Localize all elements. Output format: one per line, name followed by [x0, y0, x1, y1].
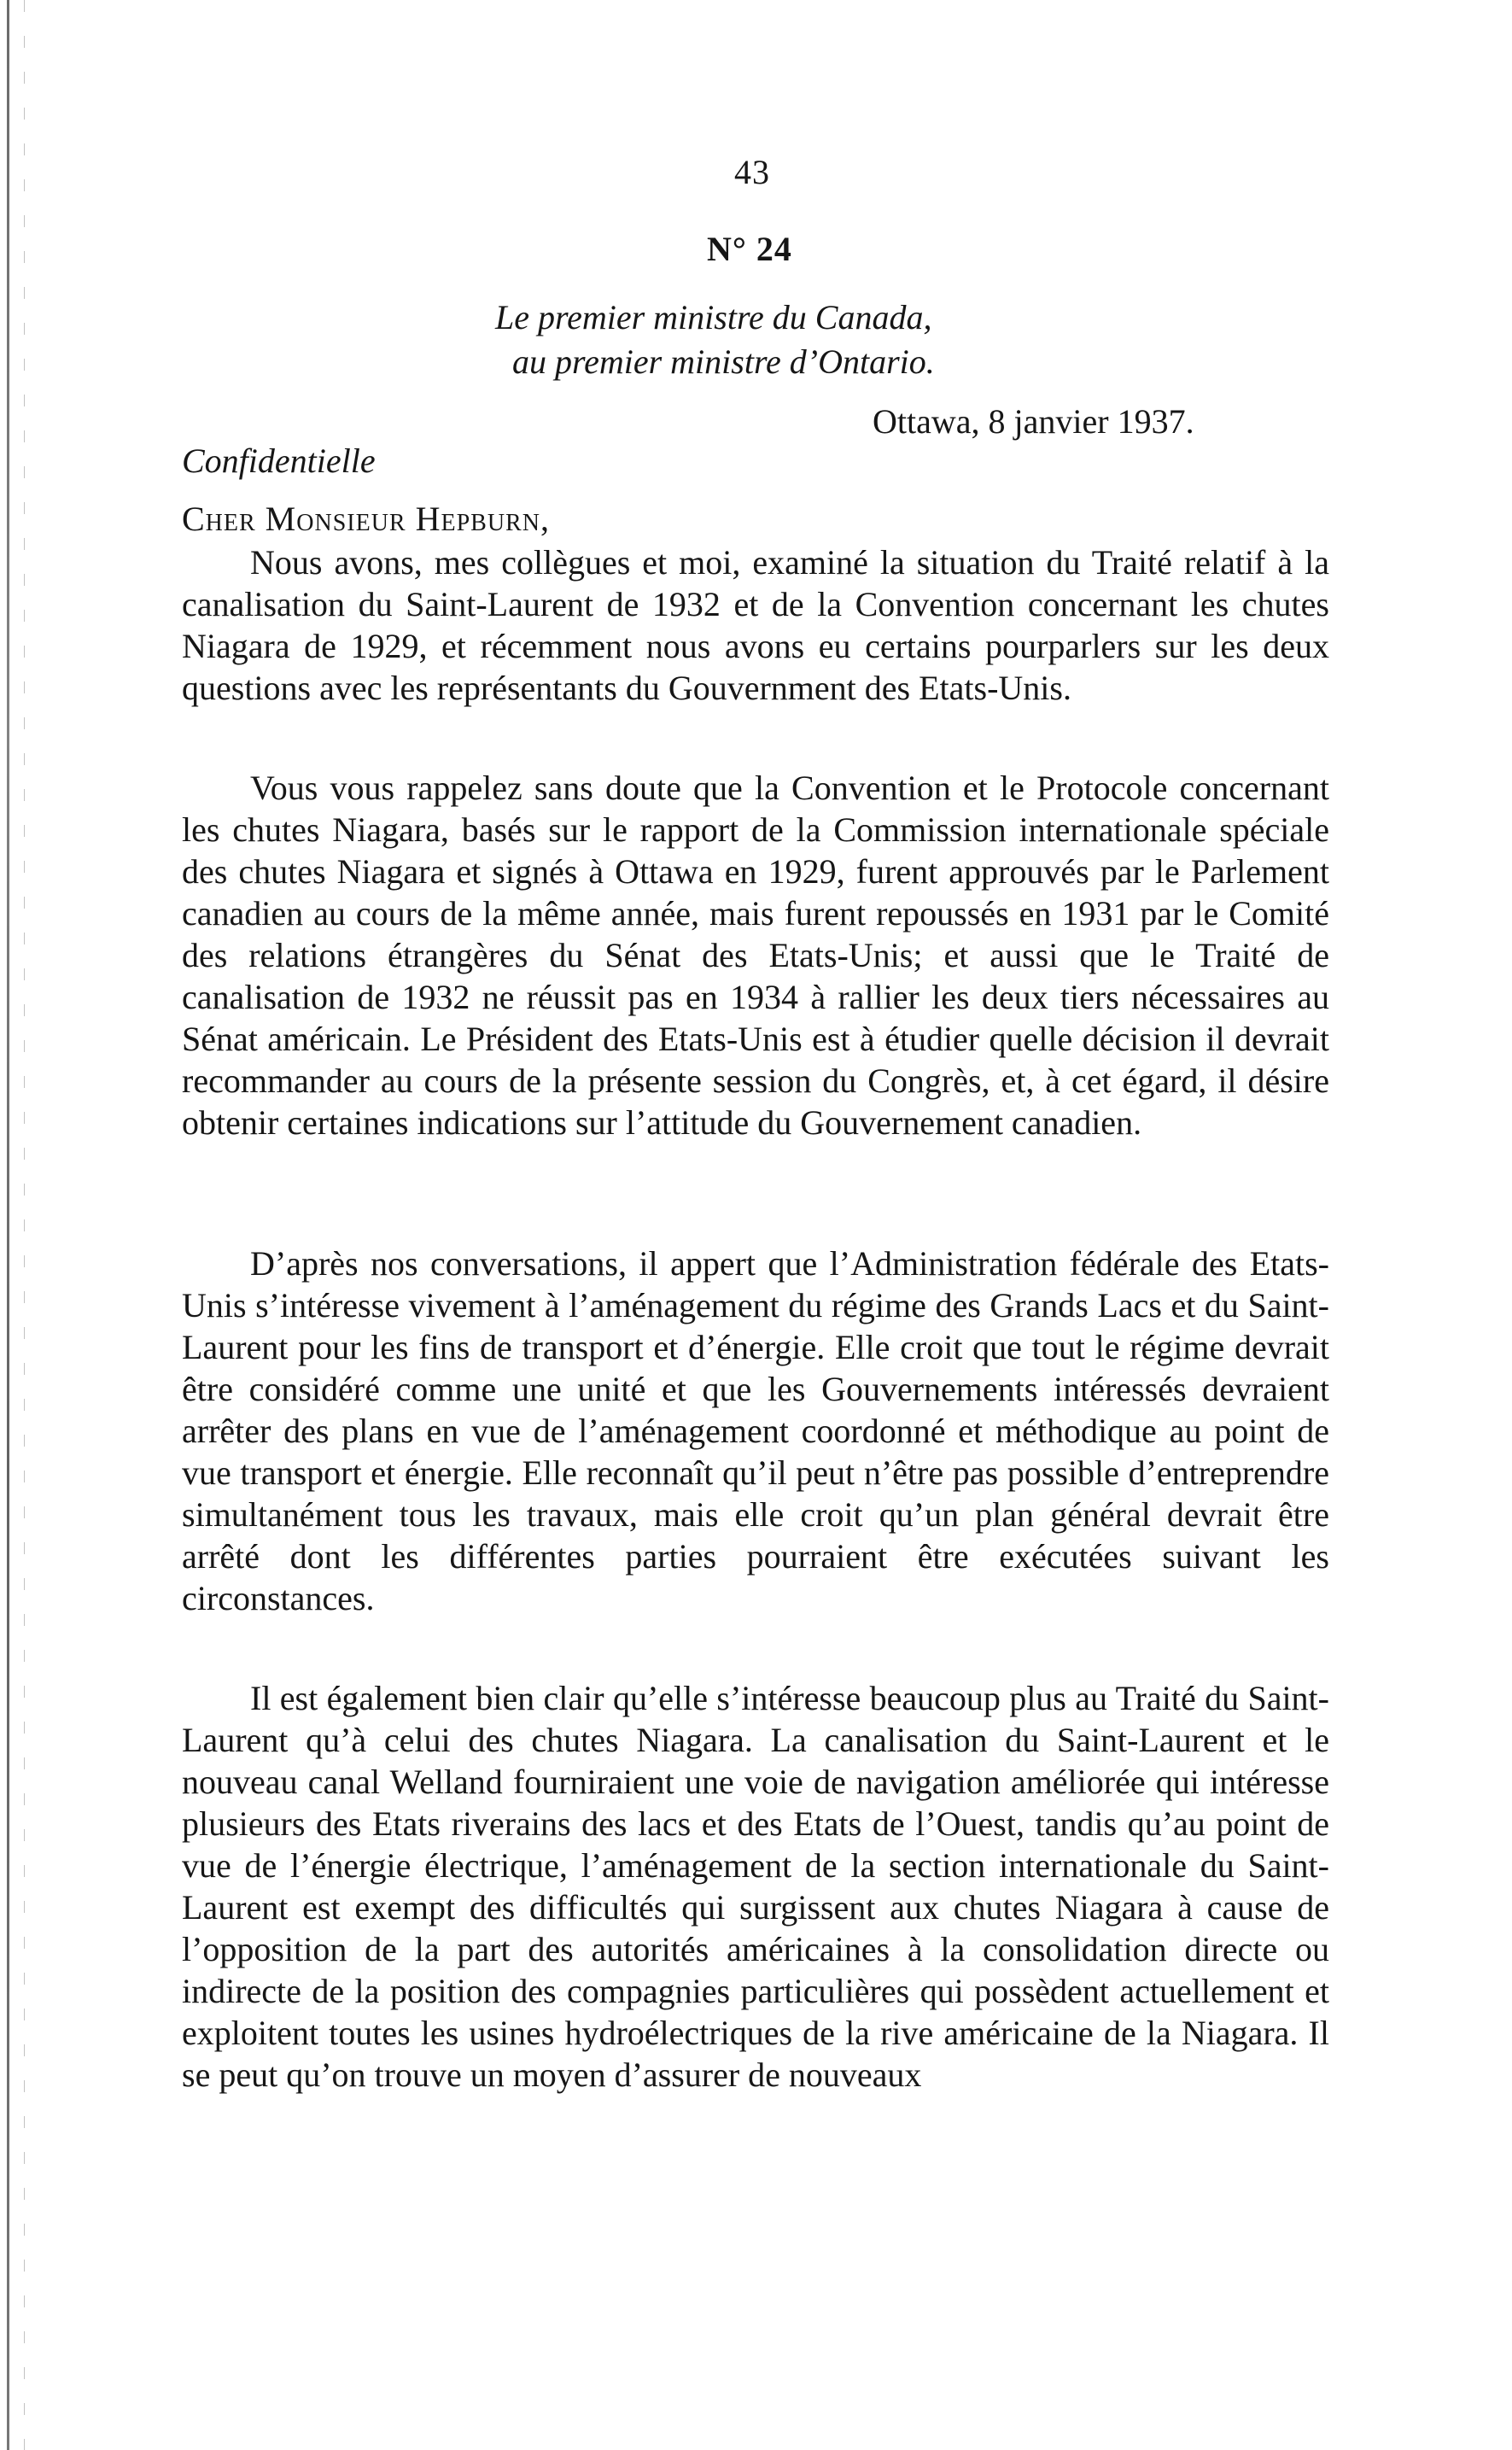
subtitle-line-2: au premier ministre d’Ontario.: [512, 342, 935, 381]
scan-binding-marks: [24, 0, 25, 2450]
scan-binding-edge: [7, 0, 9, 2450]
paragraph-1: Nous avons, mes collègues et moi, examiné la situation du Traité relatif à la canalisation du Saint-Laurent de 1932 et de la Convention concernant les chutes Niagara de 1929, et récemment nous avons eu certains pourparlers sur les deux questions avec les représentants du Gouvernment des Etats-Unis.: [182, 543, 1329, 707]
salutation: Cher Monsieur Hepburn,: [182, 500, 550, 538]
paragraph-4: Il est également bien clair qu’elle s’intéresse beaucoup plus au Traité du Saint-Laurent qu’à celui des chutes Niagara. La canalisation du Saint-Laurent et le nouveau canal Welland fourniraient une voie de navigation améliorée qui intéresse plusieurs des Etats riverains des lacs et des Etats de l’Ouest, tandis qu’au point de vue de l’énergie électrique, l’aménagement de la section internationale du Saint-Laurent est exempt des difficultés qui surgissent aux chutes Niagara à cause de l’opposition de la part des autorités américaines à la consolidation directe ou indirecte de la position des compagnies particulières qui possèdent actuellement et exploitent toutes les usines hydroélectriques de la rive américaine de la Niagara. Il se peut qu’on trouve un moyen d’assurer de nouveaux: [182, 1679, 1329, 2094]
dateline: Ottawa, 8 janvier 1937.: [873, 402, 1194, 441]
page-number: 43: [734, 153, 770, 191]
document-number: N° 24: [707, 230, 792, 268]
classification-label: Confidentielle: [182, 441, 376, 480]
paragraph-2: Vous vous rappelez sans doute que la Convention et le Protocole concernant les chutes Niagara, basés sur le rapport de la Commission internationale spéciale des chutes Niagara et signés à Ottawa en 1929, furent approuvés par le Parlement canadien au cours de la même année, mais furent repoussés en 1931 par le Comité des relations étrangères du Sénat des Etats-Unis; et aussi que le Traité de canalisation de 1932 ne réussit pas en 1934 à rallier les deux tiers nécessaires au Sénat américain. Le Président des Etats-Unis est à étudier quelle décision il devrait recommander au cours de la présente session du Congrès, et, à cet égard, il désire obtenir certaines indications sur l’attitude du Gouvernement canadien.: [182, 769, 1329, 1142]
paragraph-3: D’après nos conversations, il appert que l’Administration fédérale des Etats-Unis s’intéresse vivement à l’aménagement du régime des Grands Lacs et du Saint-Laurent pour les fins de transport et d’énergie. Elle croit que tout le régime devrait être considéré comme une unité et que les Gouvernements intéressés devraient arrêter des plans en vue de l’aménagement coordonné et méthodique au point de vue transport et énergie. Elle reconnaît qu’il peut n’être pas possible d’entreprendre simultanément tous les travaux, mais elle croit qu’un plan général devrait être arrêté dont les différentes parties pourraient être exécutées suivant les circonstances.: [182, 1244, 1329, 1617]
subtitle-line-1: Le premier ministre du Canada,: [495, 298, 932, 336]
